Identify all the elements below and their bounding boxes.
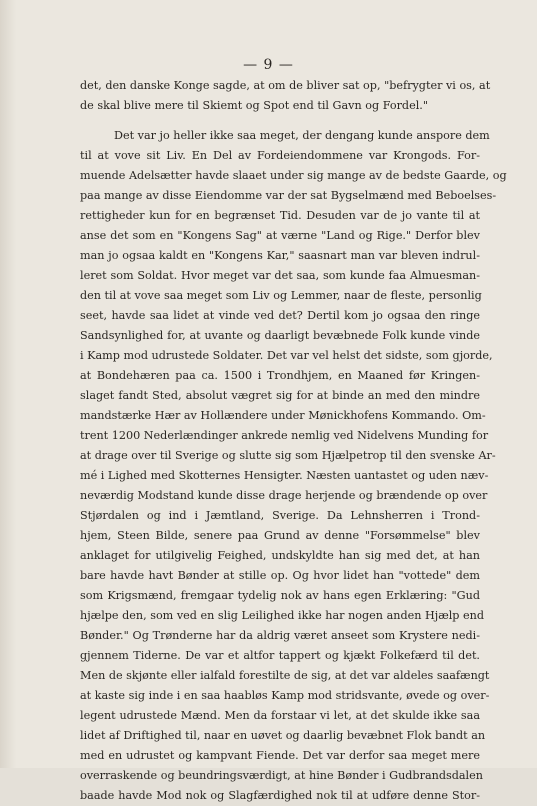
text-line: den til at vove saa meget som Liv og Lemmer, naar de fleste, personlig bbox=[80, 289, 482, 302]
text-line: det, den danske Konge sagde, at om de bliver sat op, "befrygter vi os, at bbox=[80, 79, 491, 92]
text-line: muende Adelsætter havde slaaet under sig mange av de bedste Gaarde, og bbox=[80, 169, 507, 182]
text-line: paa mange av disse Eiendomme var der sat Bygselmænd med Beboelses- bbox=[80, 189, 497, 202]
text-line: slaget fandt Sted, absolut vægret sig for at binde an med den mindre bbox=[80, 389, 480, 402]
text-line: Det var jo heller ikke saa meget, der dengang kunde anspore dem bbox=[114, 129, 490, 142]
text-line: Bønder." Og Trønderne har da aldrig været anseet som Krystere nedi- bbox=[80, 629, 480, 642]
text-line: man jo ogsaa kaldt en "Kongens Kar," saasnart man var bleven indrul- bbox=[80, 249, 480, 262]
text-line: seet, havde saa lidet at vinde ved det? Dertil kom jo ogsaa den ringe bbox=[80, 309, 480, 322]
text-line: hjem, Steen Bilde, senere paa Grund av denne "Forsømmelse" blev bbox=[80, 529, 480, 542]
text-line: overraskende og beundringsværdigt, at hine Bønder i Gudbrandsdalen bbox=[80, 769, 483, 782]
text-line: leret som Soldat. Hvor meget var det saa, som kunde faa Almuesman- bbox=[80, 269, 480, 282]
paragraph-gap bbox=[80, 116, 480, 126]
text-line: Sandsynlighed for, at uvante og daarligt bevæbnede Folk kunde vinde bbox=[80, 329, 480, 342]
text-line: at drage over til Sverige og slutte sig som Hjælpetrop til den svenske Ar- bbox=[80, 449, 496, 462]
text-line: Men de skjønte eller ialfald forestilte de sig, at det var aldeles saafængt bbox=[80, 669, 490, 682]
body-text bbox=[80, 76, 507, 806]
text-line: bare havde havt Bønder at stille op. Og hvor lidet han "vottede" dem bbox=[80, 569, 480, 582]
text-line: i Kamp mod udrustede Soldater. Det var vel helst det sidste, som gjorde, bbox=[80, 349, 493, 362]
text-line: hjælpe den, som ved en slig Leilighed ikke har nogen anden Hjælp end bbox=[80, 609, 485, 622]
text-line: at Bondehæren paa ca. 1500 i Trondhjem, en Maaned før Kringen- bbox=[80, 369, 480, 382]
text-line: gjennem Tiderne. De var et altfor tappert og kjækt Folkefærd til det. bbox=[80, 649, 480, 662]
text-line: legent udrustede Mænd. Men da forstaar vi let, at det skulde ikke saa bbox=[80, 709, 480, 722]
text-line: mé i Lighed med Skotternes Hensigter. Næsten uantastet og uden næv- bbox=[80, 469, 489, 482]
text-line: som Krigsmænd, fremgaar tydelig nok av hans egen Erklæring: "Gud bbox=[80, 589, 480, 602]
text-line: rettigheder kun for en begrænset Tid. Desuden var de jo vante til at bbox=[80, 209, 480, 222]
text-line: baade havde Mod nok og Slagfærdighed nok til at udføre denne Stor- bbox=[80, 789, 480, 802]
paragraph bbox=[80, 76, 491, 116]
text-line: Stjørdalen og ind i Jæmtland, Sverige. Da Lehnsherren i Trond- bbox=[80, 509, 480, 522]
text-line: lidet af Driftighed til, naar en uøvet og daarlig bevæbnet Flok bandt an bbox=[80, 729, 486, 742]
text-line: anse det som en "Kongens Sag" at værne "Land og Rige." Derfor blev bbox=[80, 229, 480, 242]
text-line: med en udrustet og kampvant Fiende. Det var derfor saa meget mere bbox=[80, 749, 480, 762]
text-line: mandstærke Hær av Hollændere under Mønickhofens Kommando. Om- bbox=[80, 409, 486, 422]
text-line: anklaget for utilgivelig Feighed, undskyldte han sig med det, at han bbox=[80, 549, 480, 562]
text-line: de skal blive mere til Skiemt og Spot end til Gavn og Fordel." bbox=[80, 99, 428, 112]
text-line: neværdig Modstand kunde disse drage herjende og brændende op over bbox=[80, 489, 488, 502]
text-line: at kaste sig inde i en saa haabløs Kamp mod stridsvante, øvede og over- bbox=[80, 689, 490, 702]
binding-shadow bbox=[0, 0, 16, 768]
text-line: til at vove sit Liv. En Del av Fordeiendommene var Krongods. For- bbox=[80, 149, 480, 162]
paragraph bbox=[80, 126, 507, 806]
text-line: trent 1200 Nederlændinger ankrede nemlig ved Nidelvens Munding for bbox=[80, 429, 489, 442]
page-number: — 9 — bbox=[243, 57, 294, 73]
